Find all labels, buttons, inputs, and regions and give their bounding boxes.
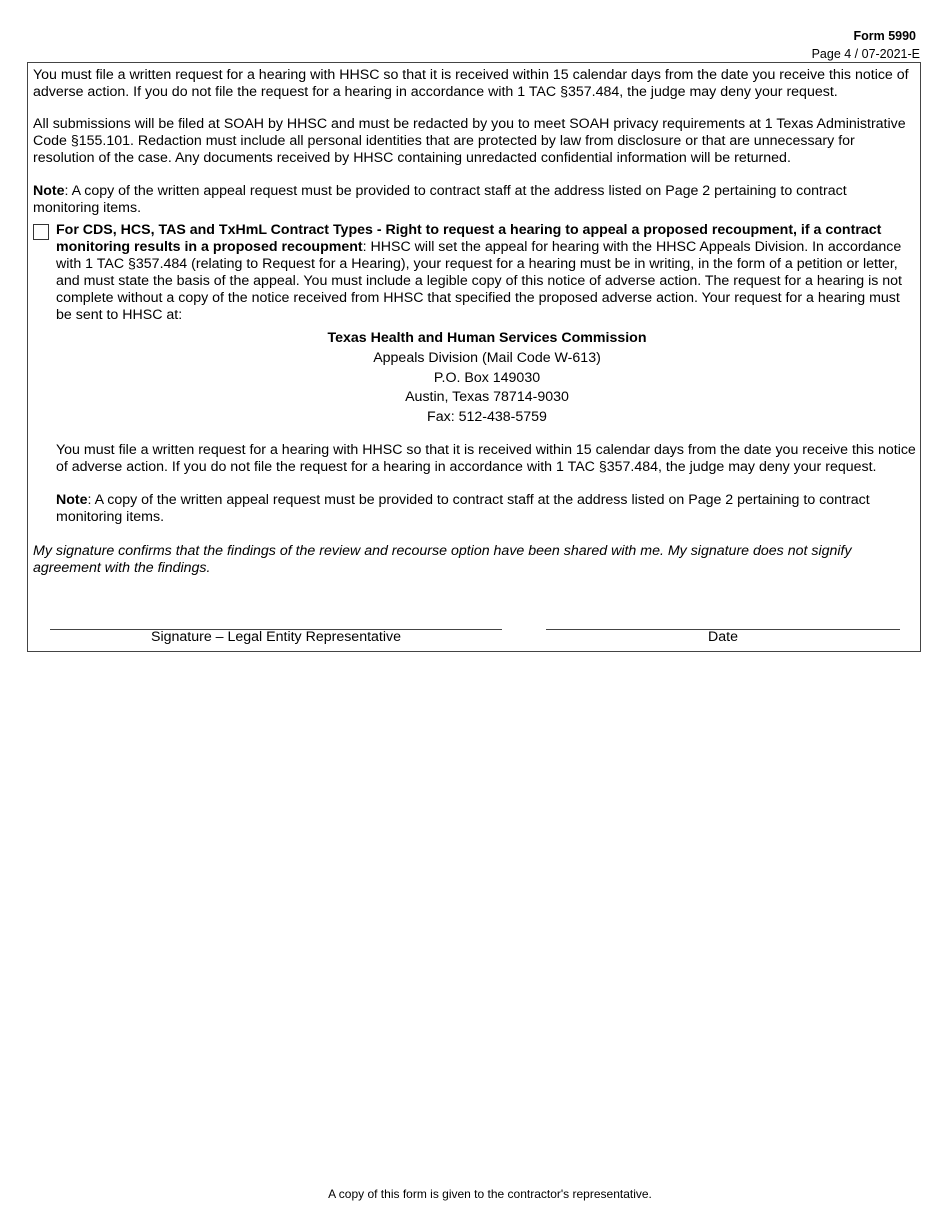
follow-up-note-label: Note <box>56 492 88 508</box>
filing-deadline-paragraph: You must file a written request for a hearing with HHSC so that it is received within 15 calendar days from the date you receive this notice of adverse action. If you do not file the request for a hearing in accordance with 1 TAC §357.484, the judge may deny your request. <box>33 67 909 100</box>
recoupment-option-text <box>56 222 917 324</box>
address-fax: Fax: 512-438-5759 <box>427 409 547 426</box>
recoupment-option-heading: For CDS, HCS, TAS and TxHmL Contract Types - Right to request a hearing to appeal a proposed recoupment, if a contract monitoring results in a proposed recoupment <box>56 222 882 255</box>
address-organization: Texas Health and Human Services Commission <box>327 330 647 346</box>
follow-up-deadline-paragraph: You must file a written request for a hearing with HHSC so that it is received within 15 calendar days from the date you receive this notice of adverse action. If you do not file the request for a hearing in accordance with 1 TAC §357.484, the judge may deny your request. <box>56 442 916 475</box>
note-label: Note <box>33 183 65 199</box>
footer-note: A copy of this form is given to the contractor's representative. <box>328 1187 652 1201</box>
note-text: : A copy of the written appeal request must be provided to contract staff at the address listed on Page 2 pertaining to contract monitoring items. <box>33 183 847 216</box>
address-city-state-zip: Austin, Texas 78714-9030 <box>405 389 569 406</box>
follow-up-note-paragraph <box>56 492 916 526</box>
signature-confirmation-statement: My signature confirms that the findings of the review and recourse option have been shared with me. My signature does not signify agreement with the findings. <box>33 543 852 576</box>
recoupment-option-body: : HHSC will set the appeal for hearing with the HHSC Appeals Division. In accordance with 1 TAC §357.484 (relating to Request for a Hearing), your request for a hearing must be in writing, in the form of a petition or letter, and must state the basis of the appeal. You must include a legible copy of this notice of adverse action. The request for a hearing is not complete without a copy of the notice received from HHSC that specified the proposed adverse action. Your request for a hearing must be sent to HHSC at: <box>56 239 902 323</box>
follow-up-note-text: : A copy of the written appeal request must be provided to contract staff at the address listed on Page 2 pertaining to contract monitoring items. <box>56 492 870 525</box>
redaction-paragraph: All submissions will be filed at SOAH by HHSC and must be redacted by you to meet SOAH privacy requirements at 1 Texas Administrative Code §155.101. Redaction must include all personal identities that are protected by law from disclosure or that are unnecessary for resolution of the case. Any documents received by HHSC containing unredacted confidential information will be returned. <box>33 116 906 166</box>
address-po-box: P.O. Box 149030 <box>433 369 541 386</box>
date-label: Date <box>708 629 738 645</box>
page-info: Page 4 / 07-2021-E <box>811 47 920 61</box>
note-paragraph <box>33 183 913 217</box>
form-section-box <box>27 62 921 652</box>
address-division: Appeals Division (Mail Code W-613) <box>373 349 601 366</box>
mailing-address <box>28 329 946 428</box>
signature-label: Signature – Legal Entity Representative <box>150 629 401 645</box>
recoupment-hearing-checkbox[interactable] <box>33 224 49 240</box>
form-number: Form 5990 <box>853 29 916 43</box>
